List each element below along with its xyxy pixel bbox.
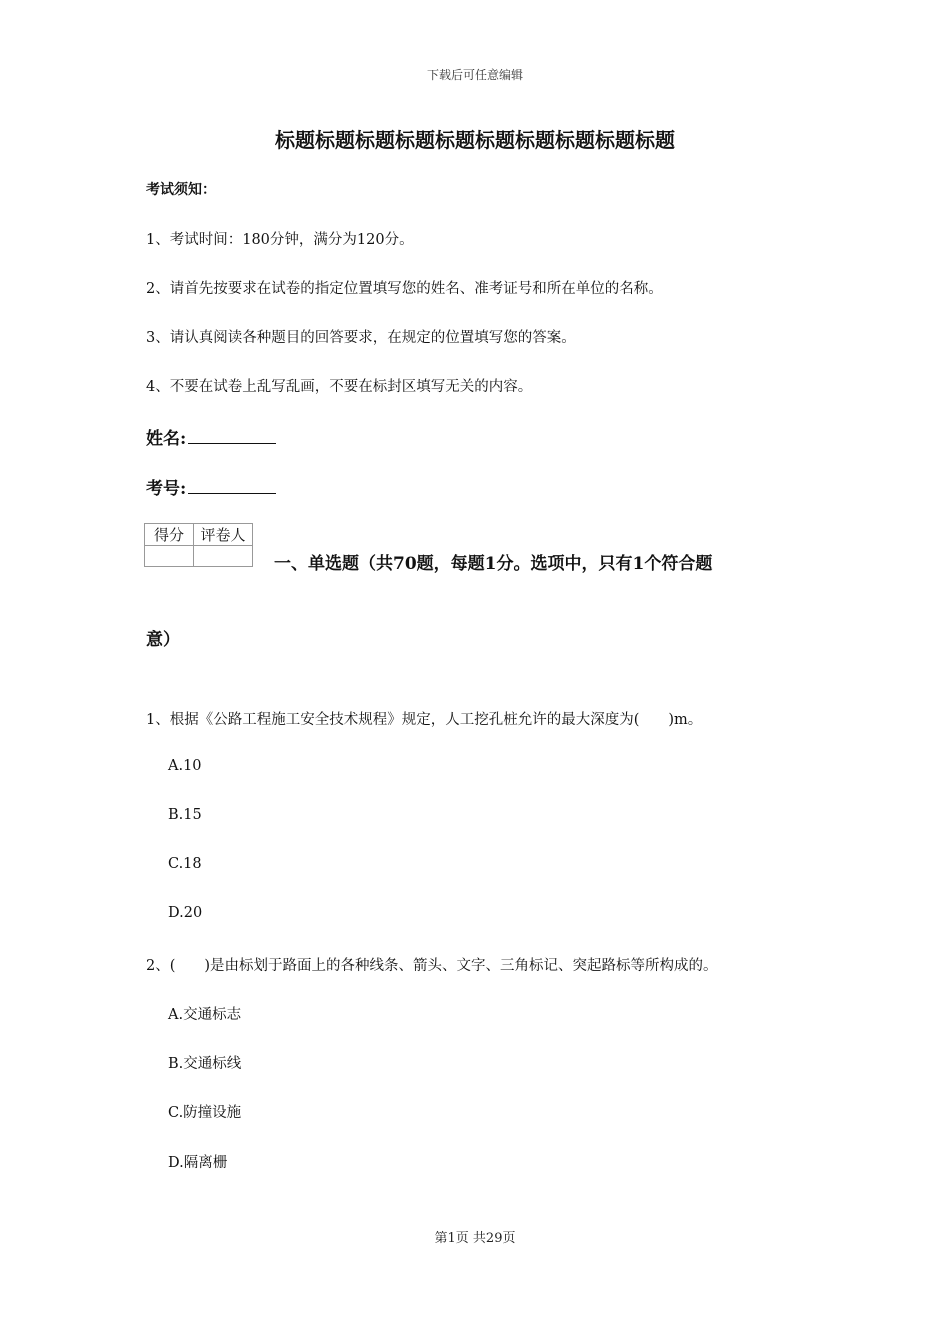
notice-heading: 考试须知： <box>146 182 216 198</box>
notice-item: 2、请首先按要求在试卷的指定位置填写您的姓名、准考证号和所在单位的名称。 <box>146 281 663 297</box>
question-option: C.防撞设施 <box>168 1105 242 1121</box>
question-stem: 2、( )是由标划于路面上的各种线条、箭头、文字、三角标记、突起路标等所构成的。 <box>146 958 718 974</box>
question-option: B.交通标线 <box>168 1056 242 1072</box>
question-stem: 1、根据《公路工程施工安全技术规程》规定，人工挖孔桩允许的最大深度为( )m。 <box>146 712 703 728</box>
header-note: 下载后可任意编辑 <box>426 68 523 82</box>
document-title: 标题标题标题标题标题标题标题标题标题标题 <box>275 128 675 152</box>
id-label: 考号: <box>146 479 187 499</box>
id-blank-line[interactable] <box>188 477 276 494</box>
section-title: 一、单选题（共70题，每题1分。选项中，只有1个符合题 <box>274 554 713 574</box>
question-option: D.20 <box>168 905 203 921</box>
section-title-continued: 意） <box>146 630 180 650</box>
score-cell[interactable] <box>145 546 194 567</box>
name-blank-line[interactable] <box>188 427 276 444</box>
question-option: A.10 <box>168 758 202 774</box>
notice-item: 3、请认真阅读各种题目的回答要求，在规定的位置填写您的答案。 <box>146 330 576 346</box>
notice-item: 4、不要在试卷上乱写乱画，不要在标封区填写无关的内容。 <box>146 379 533 395</box>
grader-header: 评卷人 <box>194 524 253 546</box>
id-field[interactable] <box>146 474 276 499</box>
question-option: D.隔离栅 <box>168 1155 228 1171</box>
question-option: B.15 <box>168 807 202 823</box>
page-footer: 第1页 共29页 <box>434 1231 516 1246</box>
question-option: C.18 <box>168 856 202 872</box>
score-table <box>144 523 253 567</box>
grader-cell[interactable] <box>194 546 253 567</box>
notice-item: 1、考试时间：180分钟，满分为120分。 <box>146 232 414 248</box>
score-header: 得分 <box>145 524 194 546</box>
name-field[interactable] <box>146 424 276 449</box>
name-label: 姓名: <box>146 429 187 449</box>
question-option: A.交通标志 <box>168 1007 242 1023</box>
